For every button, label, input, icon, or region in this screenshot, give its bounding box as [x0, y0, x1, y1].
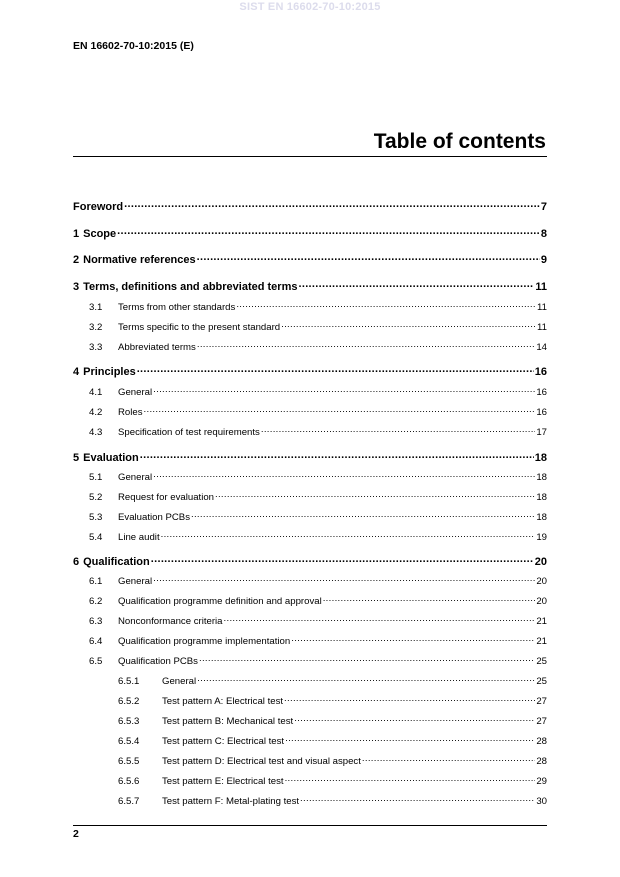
toc-leader-dots — [151, 554, 534, 565]
toc-entry-number: 6.5.2 — [118, 695, 140, 707]
toc-entry[interactable] — [73, 450, 547, 464]
toc-entry-title: General — [118, 471, 153, 483]
toc-entry-title: Scope — [83, 228, 117, 240]
toc-entry[interactable] — [73, 774, 547, 787]
toc-entry-number: 6.3 — [89, 615, 103, 627]
toc-leader-dots — [298, 279, 534, 290]
toc-entry[interactable] — [73, 490, 547, 503]
toc-entry-page: 7 — [540, 201, 547, 213]
toc-entry-title: Qualification PCBs — [118, 655, 198, 667]
toc-entry-title: Specification of test requirements — [118, 426, 260, 438]
toc-leader-dots — [281, 320, 536, 330]
toc-entry-number: 6.5.3 — [118, 715, 140, 727]
toc-entry[interactable] — [73, 340, 547, 353]
toc-entry-title: Terms specific to the present standard — [118, 321, 281, 333]
toc-entry-number: 5.2 — [89, 491, 103, 503]
toc-entry-title: Qualification programme definition and approval — [118, 595, 322, 607]
toc-entry[interactable] — [73, 364, 547, 378]
toc-entry-title: Test pattern F: Metal-plating test — [162, 795, 300, 807]
toc-entry-page: 30 — [536, 795, 547, 807]
toc-entry-page: 11 — [535, 281, 547, 293]
toc-entry-number: 6.4 — [89, 635, 103, 647]
toc-entry-number: 4.2 — [89, 406, 103, 418]
toc-entry-number: 5.4 — [89, 531, 103, 543]
toc-leader-dots — [362, 754, 535, 764]
toc-leader-dots — [199, 654, 535, 664]
toc-leader-dots — [236, 300, 536, 310]
toc-leader-dots — [197, 252, 540, 263]
toc-entry-number: 4 — [73, 366, 80, 378]
toc-entry-page: 16 — [536, 386, 547, 398]
toc-entry-page: 25 — [536, 675, 547, 687]
toc-leader-dots — [224, 614, 536, 624]
toc-leader-dots — [291, 634, 535, 644]
toc-entry[interactable] — [73, 300, 547, 313]
toc-entry-page: 28 — [536, 755, 547, 767]
toc-leader-dots — [117, 226, 540, 237]
toc-entry-title: Test pattern A: Electrical test — [162, 695, 284, 707]
toc-entry-number: 4.1 — [89, 386, 103, 398]
page-number: 2 — [73, 828, 79, 840]
toc-entry-page: 21 — [536, 615, 547, 627]
toc-entry-title: Qualification programme implementation — [118, 635, 291, 647]
toc-entry-page: 18 — [534, 452, 547, 464]
toc-entry[interactable] — [73, 199, 547, 213]
toc-entry-page: 25 — [536, 655, 547, 667]
toc-entry-page: 20 — [536, 575, 547, 587]
toc-entry-title: Line audit — [118, 531, 160, 543]
toc-entry-title: Normative references — [83, 254, 196, 266]
toc-leader-dots — [153, 574, 535, 584]
toc-leader-dots — [284, 694, 535, 704]
toc-entry-number: 3.2 — [89, 321, 103, 333]
toc-entry[interactable] — [73, 510, 547, 523]
toc-leader-dots — [137, 364, 534, 375]
toc-entry-page: 27 — [536, 695, 547, 707]
toc-entry-title: Evaluation — [83, 452, 139, 464]
toc-entry-page: 18 — [536, 491, 547, 503]
toc-leader-dots — [197, 674, 535, 684]
toc-entry-page: 17 — [536, 426, 547, 438]
toc-entry-page: 27 — [536, 715, 547, 727]
toc-leader-dots — [191, 510, 535, 520]
toc-entry[interactable] — [73, 385, 547, 398]
toc-entry-title: Test pattern E: Electrical test — [162, 775, 284, 787]
toc-entry-title: Terms from other standards — [118, 301, 236, 313]
toc-leader-dots — [153, 385, 535, 395]
toc-entry[interactable] — [73, 530, 547, 543]
document-id: EN 16602-70-10:2015 (E) — [73, 40, 194, 52]
toc-entry-page: 20 — [536, 595, 547, 607]
toc-entry[interactable] — [73, 754, 547, 767]
toc-entry-number: 6 — [73, 556, 80, 568]
toc-leader-dots — [285, 774, 536, 784]
toc-entry-page: 8 — [540, 228, 547, 240]
toc-entry-title: Terms, definitions and abbreviated terms — [83, 281, 298, 293]
toc-entry-page: 18 — [536, 511, 547, 523]
toc-entry-title: General — [162, 675, 197, 687]
toc-entry-title: Request for evaluation — [118, 491, 214, 503]
toc-entry-page: 16 — [536, 406, 547, 418]
toc-entry-title: General — [118, 575, 153, 587]
toc-entry-number: 4.3 — [89, 426, 103, 438]
toc-entry-number: 5 — [73, 452, 80, 464]
toc-entry-number: 6.5 — [89, 655, 103, 667]
toc-entry[interactable] — [73, 320, 547, 333]
page-title: Table of contents — [373, 130, 546, 153]
toc-leader-dots — [215, 490, 535, 500]
toc-leader-dots — [124, 199, 540, 210]
toc-entry-title: Test pattern B: Mechanical test — [162, 715, 294, 727]
toc-entry[interactable] — [73, 714, 547, 727]
toc-entry-title: Roles — [118, 406, 143, 418]
toc-entry-page: 11 — [537, 301, 547, 313]
toc-entry-page: 11 — [537, 321, 547, 333]
toc-entry-number: 6.2 — [89, 595, 103, 607]
toc-entry-number: 2 — [73, 254, 80, 266]
toc-entry-number: 3.1 — [89, 301, 103, 313]
toc-entry-page: 19 — [536, 531, 547, 543]
toc-leader-dots — [261, 425, 535, 435]
toc-entry-title: General — [118, 386, 153, 398]
toc-entry-title: Test pattern D: Electrical test and visual aspect — [162, 755, 361, 767]
toc-entry-number: 6.5.6 — [118, 775, 140, 787]
toc-leader-dots — [197, 340, 535, 350]
toc-entry-title: Qualification — [83, 556, 150, 568]
toc-entry-title: Abbreviated terms — [118, 341, 196, 353]
toc-entry-title: Nonconformance criteria — [118, 615, 223, 627]
toc-entry[interactable] — [73, 425, 547, 438]
toc-entry[interactable] — [73, 252, 547, 266]
toc-entry-page: 21 — [536, 635, 547, 647]
toc-entry[interactable] — [73, 614, 547, 627]
toc-entry[interactable] — [73, 470, 547, 483]
toc-entry[interactable] — [73, 554, 547, 568]
toc-leader-dots — [153, 470, 535, 480]
title-divider — [73, 156, 547, 157]
toc-entry[interactable] — [73, 694, 547, 707]
toc-entry-page: 9 — [540, 254, 547, 266]
toc-entry[interactable] — [73, 794, 547, 807]
watermark: SIST EN 16602-70-10:2015 — [239, 1, 381, 13]
toc-entry-number: 6.1 — [89, 575, 103, 587]
toc-entry[interactable] — [73, 734, 547, 747]
toc-entry[interactable] — [73, 634, 547, 647]
toc-entry-title: Test pattern C: Electrical test — [162, 735, 285, 747]
toc-entry-number: 5.1 — [89, 471, 103, 483]
toc-entry-title: Principles — [83, 366, 136, 378]
toc-entry[interactable] — [73, 654, 547, 667]
toc-entry-title: Evaluation PCBs — [118, 511, 190, 523]
toc-entry-page: 20 — [534, 556, 547, 568]
toc-entry[interactable] — [73, 405, 547, 418]
toc-leader-dots — [300, 794, 535, 804]
toc-entry-title: Foreword — [73, 201, 124, 213]
toc-entry-number: 3 — [73, 281, 80, 293]
toc-entry-number: 6.5.5 — [118, 755, 140, 767]
toc-leader-dots — [140, 450, 534, 461]
toc-entry[interactable] — [73, 226, 547, 240]
toc-entry[interactable] — [73, 574, 547, 587]
toc-entry[interactable] — [73, 594, 547, 607]
toc-entry-page: 28 — [536, 735, 547, 747]
toc-entry-page: 29 — [536, 775, 547, 787]
toc-entry-number: 1 — [73, 228, 80, 240]
toc-entry-number: 6.5.1 — [118, 675, 140, 687]
toc-entry-page: 16 — [534, 366, 547, 378]
toc-leader-dots — [161, 530, 536, 540]
toc-entry-number: 6.5.7 — [118, 795, 140, 807]
toc-leader-dots — [285, 734, 535, 744]
toc-entry-page: 14 — [536, 341, 547, 353]
toc-entry-number: 5.3 — [89, 511, 103, 523]
toc-entry-page: 18 — [536, 471, 547, 483]
toc-entry[interactable] — [73, 279, 547, 293]
toc-leader-dots — [323, 594, 536, 604]
toc-leader-dots — [144, 405, 536, 415]
toc-leader-dots — [294, 714, 535, 724]
toc-entry-number: 6.5.4 — [118, 735, 140, 747]
footer-divider — [73, 825, 547, 826]
toc-entry[interactable] — [73, 674, 547, 687]
toc-entry-number: 3.3 — [89, 341, 103, 353]
